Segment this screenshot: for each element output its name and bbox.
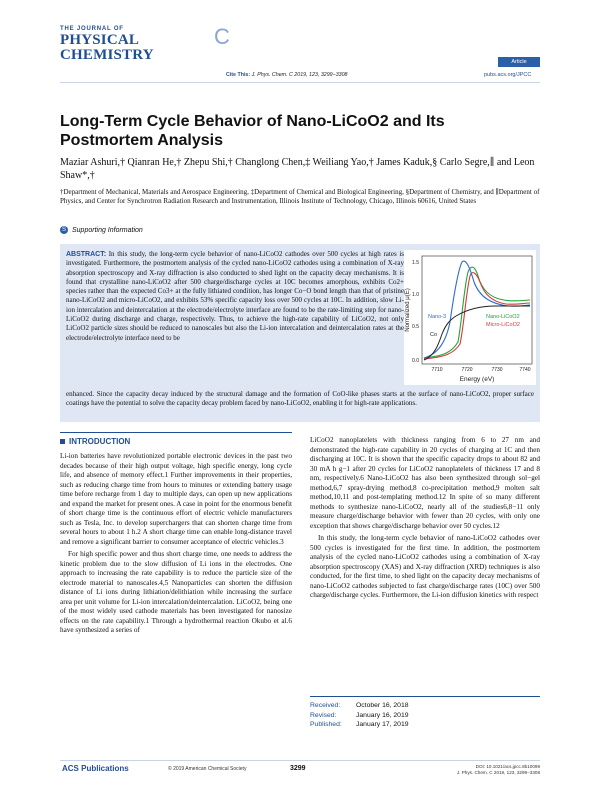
doi-block[interactable] xyxy=(454,764,540,776)
footer-divider xyxy=(60,760,540,761)
abstract-text-continued: enhanced. Since the capacity decay induced by the structural damage and the formation of CoO-like phases starts at the surface of nano-LiCoO2, proper surface coatings have the potential to solve the capacity decay problem faced by nano-LiCoO2, enabling it for high-rate applications. xyxy=(66,390,534,408)
copyright: © 2019 American Chemical Society xyxy=(168,766,247,772)
intro-right-column xyxy=(310,436,540,604)
y-axis-label: Normalized μ(E) xyxy=(405,288,411,332)
author-list[interactable]: Maziar Ashuri,† Qianran He,† Zhepu Shi,† Changlong Chen,‡ Weiliang Yao,† James Kaduk,§ Carlo Segre,∥ and Leon Shaw*,† xyxy=(60,157,535,181)
date-value: January 16, 2019 xyxy=(356,711,409,719)
intro-paragraph: In this study, the long-term cycle behavior of nano-LiCoO2 cathodes over 500 cycles is investigated for the first time. In addition, the postmortem analysis of the cycled nano-LiCoO2 cathodes using a combination of X-ray absorption spectroscopy (XAS) and X-ray diffraction (XRD) techniques is also conducted, for the first time, to shed light on the capacity decay mechanisms of nano-LiCoO2 cathodes subjected to fast charge/discharge rates (10C) over 500 charge/discharge cycles. Furthermore, the Li-ion diffusion kinetics with respect xyxy=(310,534,540,599)
acs-publications-logo[interactable]: ACS Publications xyxy=(62,764,129,773)
article-badge: Article xyxy=(498,57,540,67)
abstract-text-main xyxy=(66,250,404,343)
affiliations: †Department of Mechanical, Materials and Aerospace Engineering, ‡Department of Chemical and Biological Engineering, §Department of Chemistry, and ∥Department of Physics, and Center for Synchrotron Radiation Research and Instrumentation, Illinois Institute of Technology, Chicago, Illinois 60616, United States xyxy=(60,188,540,206)
date-value: January 17, 2019 xyxy=(356,721,409,728)
y-tick-2: 1.0 xyxy=(412,292,419,298)
header-divider xyxy=(60,82,540,83)
info-icon: S xyxy=(61,227,66,233)
x-tick-2: 7720 xyxy=(461,367,473,373)
intro-paragraph: For high specific power and thus short charge time, one needs to address the kinetic problem due to the slow diffusion of Li ions in the electrodes. One approach to increasing the rate capability is to reduce the particle size of the electrode material to nanoscales.4,5 Nanoparticles can shorten the diffusion distance of Li ions during lithiation/delithiation while increasing the surface area per unit volume for Li-ion intercalation/deintercalation. LiCoO2, being one of the most widely used cathode materials has been investigated for nanosize effects on the rate capability.1 Through a hydrothermal reaction Okubo et al.6 have synthesized a series of xyxy=(60,550,292,634)
legend-nano: Nano-LiCoO2 xyxy=(486,314,520,320)
journal-top-text: THE JOURNAL OF xyxy=(60,26,124,32)
pubs-link[interactable]: pubs.acs.org/JPCC xyxy=(484,72,532,78)
page-number: 3299 xyxy=(290,765,306,772)
date-label: Revised: xyxy=(310,711,337,719)
intro-paragraph: LiCoO2 nanoplatelets with thickness ranging from 6 to 27 nm and demonstrated the high-rate capability in 20 cycles of charging at 1C and then discharging at 10C. It is shown that the specific capacity drops to about 82 and 30 mA h g−1 after 20 cycles for LiCoO2 nanoplatelets of thickness 17 and 8 nm, respectively.6 Nano-LiCoO2 has also been synthesized through sol−gel method,6,7 spray-drying method,8 co-precipitation method,9 molten salt method,10,11 and post-templating method.12 In spite of so many different methods to synthesize nano-LiCoO2, nearly all of the studies6,8−11 only measure charge/discharge behavior with fewer than 20 cycles, with only one exception that shows charge/discharge behavior over 50 cycles.12 xyxy=(310,436,540,530)
legend-co: Co xyxy=(430,332,438,338)
publication-dates xyxy=(310,701,409,730)
y-tick-4: 0.0 xyxy=(412,358,419,364)
date-label: Published: xyxy=(310,721,342,728)
supporting-info-link[interactable] xyxy=(60,226,143,234)
date-label: Received: xyxy=(310,702,341,709)
cite-label: Cite This: xyxy=(226,72,251,78)
date-received xyxy=(310,701,409,711)
intro-divider xyxy=(60,432,292,433)
y-tick-1: 1.5 xyxy=(412,260,419,266)
legend-nano3: Nano-3 xyxy=(428,314,447,320)
doi-link[interactable]: DOI: 10.1021/acs.jpcc.8b10099 xyxy=(475,764,540,769)
supporting-info-label: Supporting Information xyxy=(72,226,143,234)
date-revised xyxy=(310,711,409,721)
intro-heading xyxy=(60,437,130,446)
x-axis-label: Energy (eV) xyxy=(459,376,495,383)
intro-heading-text: INTRODUCTION xyxy=(69,437,131,446)
intro-paragraph: Li-ion batteries have revolutionized portable electronic devices in the past two decades because of their high output voltage, high specific energy, long cycle life, and absence of memory effect.1 Further improvements in their properties, such as reducing charge time from hours to minutes or extending battery usage time before recharge from 1 day to multiple days, can open up new applications and expand the market for present ones. A case in point for the enormous benefit of short charge time is the continuous effort of electric vehicle manufacturers such as Tesla, Inc. to develop superchargers that can shorten charge time from several hours to about 1 h.2 A short charge time can enable long-distance travel and remove a significant barrier to consumer acceptance of electric vehicles.3 xyxy=(60,452,292,546)
abstract-body-1: In this study, the long-term cycle behavior of nano-LiCoO2 cathodes over 500 cycles at high rates is investigated. Furthermore, the postmortem analysis of the cycled nano-LiCoO2 cathodes using a combination of X-ray absorption spectroscopy and X-ray diffraction is also conducted to shed light on the capacity decay mechanisms. It is found that crystalline nano-LiCoO2 after 500 charge/discharge cycles at 10C becomes amorphous, exhibits Co2+ species rather than the expected Co3+ at the fully lithiated condition, has longer Co−O bond length than that of pristine nano-LiCoO2 and micro-LiCoO2, and exhibits 53% specific capacity loss over 500 cycles at 10C. In addition, slow Li-ion intercalation and deintercalation at the electrode/electrolyte interface are found to be the rate-limiting step for nano-LiCoO2 during discharge and charge, respectively. Thus, to achieve the high-rate capability of LiCoO2, not only LiCoO2 particle sizes should be reduced to nanoscales but also the Li-ion intercalation and deintercalation rates at the electrode/electrolyte interface need to be xyxy=(66,250,404,342)
dates-divider xyxy=(310,696,540,697)
x-tick-4: 7740 xyxy=(519,367,531,373)
y-tick-3: 0.5 xyxy=(412,324,419,330)
doi-citation: J. Phys. Chem. C 2019, 123, 3299−3308 xyxy=(456,770,540,775)
section-marker-icon xyxy=(60,439,65,444)
intro-left-column xyxy=(60,452,292,639)
abstract-label: ABSTRACT: xyxy=(66,251,107,258)
journal-main-text: PHYSICAL CHEMISTRY xyxy=(60,32,154,63)
date-published xyxy=(310,720,409,730)
x-tick-3: 7730 xyxy=(491,367,503,373)
date-value: October 16, 2018 xyxy=(356,702,409,709)
legend-micro: Micro-LiCoO2 xyxy=(486,322,520,328)
cite-text: J. Phys. Chem. C 2019, 123, 3299−3308 xyxy=(251,72,348,78)
x-tick-1: 7710 xyxy=(431,367,443,373)
xanes-plot xyxy=(404,250,536,385)
article-title: Long-Term Cycle Behavior of Nano-LiCoO2 and Its Postmortem Analysis xyxy=(60,113,445,149)
journal-logo xyxy=(60,26,230,63)
journal-letter: C xyxy=(214,24,230,49)
cite-this[interactable] xyxy=(226,72,347,78)
toc-graphic xyxy=(404,250,536,385)
